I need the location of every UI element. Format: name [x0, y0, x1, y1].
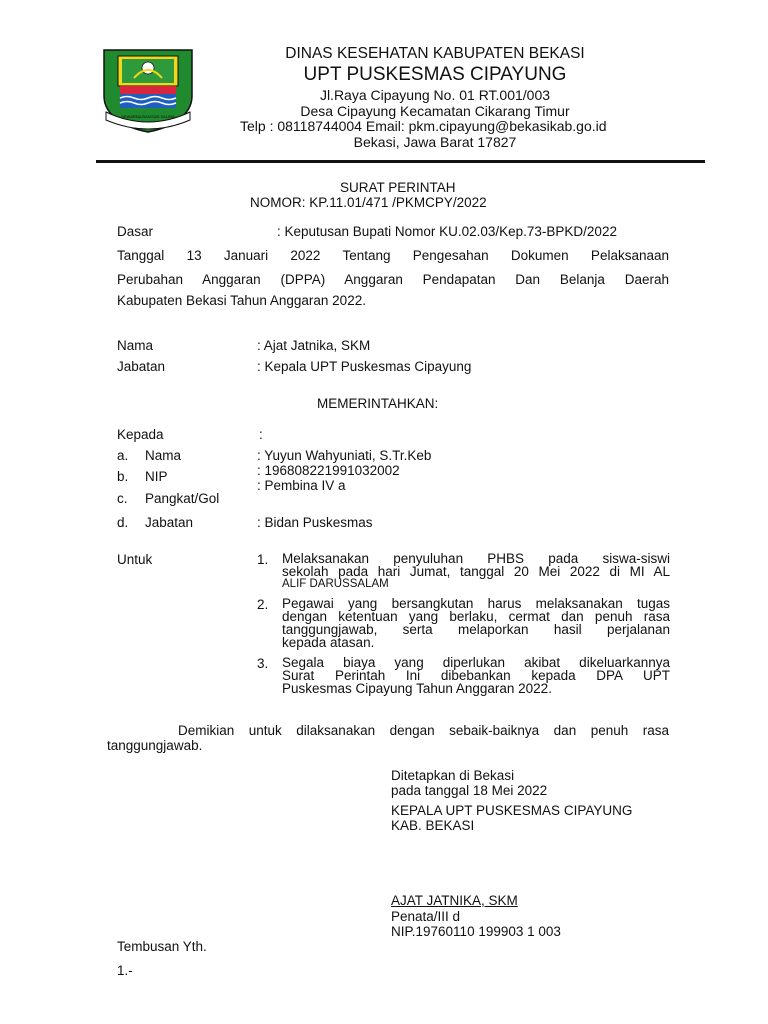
unit-name: UPT PUSKESMAS CIPAYUNG [303, 64, 567, 85]
purpose-item [282, 552, 670, 591]
order-heading: MEMERINTAHKAN: [317, 396, 439, 411]
signature-title-2: KAB. BEKASI [391, 818, 475, 833]
purpose-item-line: tanggungjawab, serta melaporkan hasil perjalanan [282, 622, 670, 637]
purpose-item-line: Puskesmas Cipayung Tahun Anggaran 2022. [282, 681, 552, 696]
dasar-line-4: Kabupaten Bekasi Tahun Anggaran 2022. [117, 293, 366, 308]
address-line-1: Jl.Raya Cipayung No. 01 RT.001/003 [319, 87, 551, 103]
purpose-item [282, 656, 670, 695]
recipient-row-letter: b. [117, 469, 129, 484]
signature-title-1: KEPALA UPT PUSKESMAS CIPAYUNG [391, 803, 633, 818]
cc-label: Tembusan Yth. [117, 939, 207, 954]
closing-line-2: tanggungjawab. [107, 738, 203, 753]
signatory-rank: Penata/III d [391, 909, 461, 924]
recipient-row-label: Nama [145, 448, 182, 463]
letter-number: NOMOR: KP.11.01/471 /PKMCPY/2022 [250, 195, 487, 210]
signatory-name: AJAT JATNIKA, SKM [391, 893, 518, 908]
contact-line: Telp : 08118744004 Email: pkm.cipayung@bekasikab.go.id [240, 118, 607, 134]
purpose-item [282, 597, 670, 649]
recipient-row-value: : Yuyun Wahyuniati, S.Tr.Keb [257, 448, 432, 463]
recipient-row-label: Jabatan [145, 515, 194, 530]
issuer-position-label: Jabatan [117, 359, 166, 374]
purpose-item-line: ALIF DARUSSALAM [282, 578, 389, 590]
dasar-line-1: : Keputusan Bupati Nomor KU.02.03/Kep.73-BPKD/2022 [277, 224, 617, 239]
logo-ribbon-text: SEWARNA BANGUN SALIRA [121, 114, 175, 119]
dasar-line-2: Tanggal 13 Januari 2022 Tentang Pengesahan Dokumen Pelaksanaan [117, 248, 669, 263]
recipient-row-letter: c. [117, 491, 128, 506]
signatory-nip: NIP.19760110 199903 1 003 [391, 924, 561, 939]
city-line: Bekasi, Jawa Barat 17827 [353, 134, 517, 150]
recipient-row-value: : Bidan Puskesmas [257, 515, 373, 530]
recipient-row-label: NIP [145, 469, 168, 484]
agency-name: DINAS KESEHATAN KABUPATEN BEKASI [285, 45, 585, 62]
purpose-item-number: 2. [257, 597, 269, 612]
recipient-row-letter: d. [117, 515, 129, 530]
signature-date: pada tanggal 18 Mei 2022 [391, 783, 548, 798]
recipient-row-value: : 196808221991032002 [257, 463, 400, 478]
recipient-row-value: : Pembina IV a [257, 478, 346, 493]
purpose-item-line: Segala biaya yang diperlukan akibat dikeluarkannya [282, 655, 670, 670]
closing-line-1: Demikian untuk dilaksanakan dengan sebaik-baiknya dan penuh rasa [178, 723, 669, 738]
purpose-item-line: sekolah pada hari Jumat, tanggal 20 Mei 2022 di MI AL [282, 564, 670, 579]
issuer-name-value: : Ajat Jatnika, SKM [257, 338, 371, 353]
purpose-item-number: 1. [257, 552, 269, 567]
recipient-row-label: Pangkat/Gol [145, 491, 220, 506]
recipient-label: Kepada [117, 427, 164, 442]
signature-place: Ditetapkan di Bekasi [391, 768, 515, 783]
dasar-line-3: Perubahan Anggaran (DPPA) Anggaran Pendapatan Dan Belanja Daerah [117, 272, 669, 287]
recipient-colon: : [259, 427, 263, 442]
purpose-item-line: dengan ketentuan yang berlaku, cermat dan penuh rasa [282, 609, 670, 624]
purpose-item-line: Pegawai yang bersangkutan harus melaksanakan tugas [282, 596, 670, 611]
purpose-item-number: 3. [257, 656, 269, 671]
dasar-label: Dasar [117, 224, 154, 239]
address-line-2: Desa Cipayung Kecamatan Cikarang Timur [300, 103, 570, 119]
recipient-row-letter: a. [117, 448, 129, 463]
purpose-item-line: Melaksanakan penyuluhan PHBS pada siswa-siswi [282, 551, 670, 566]
purpose-item-line: Surat Perintah Ini dibebankan kepada DPA UPT [282, 668, 670, 683]
regency-logo [98, 48, 198, 134]
issuer-name-label: Nama [117, 338, 154, 353]
purpose-item-line: kepada atasan. [282, 635, 375, 650]
cc-item: 1.- [117, 963, 133, 978]
header-divider [96, 160, 705, 163]
issuer-position-value: : Kepala UPT Puskesmas Cipayung [257, 359, 472, 374]
letter-title: SURAT PERINTAH [340, 180, 456, 195]
purpose-label: Untuk [117, 552, 153, 567]
